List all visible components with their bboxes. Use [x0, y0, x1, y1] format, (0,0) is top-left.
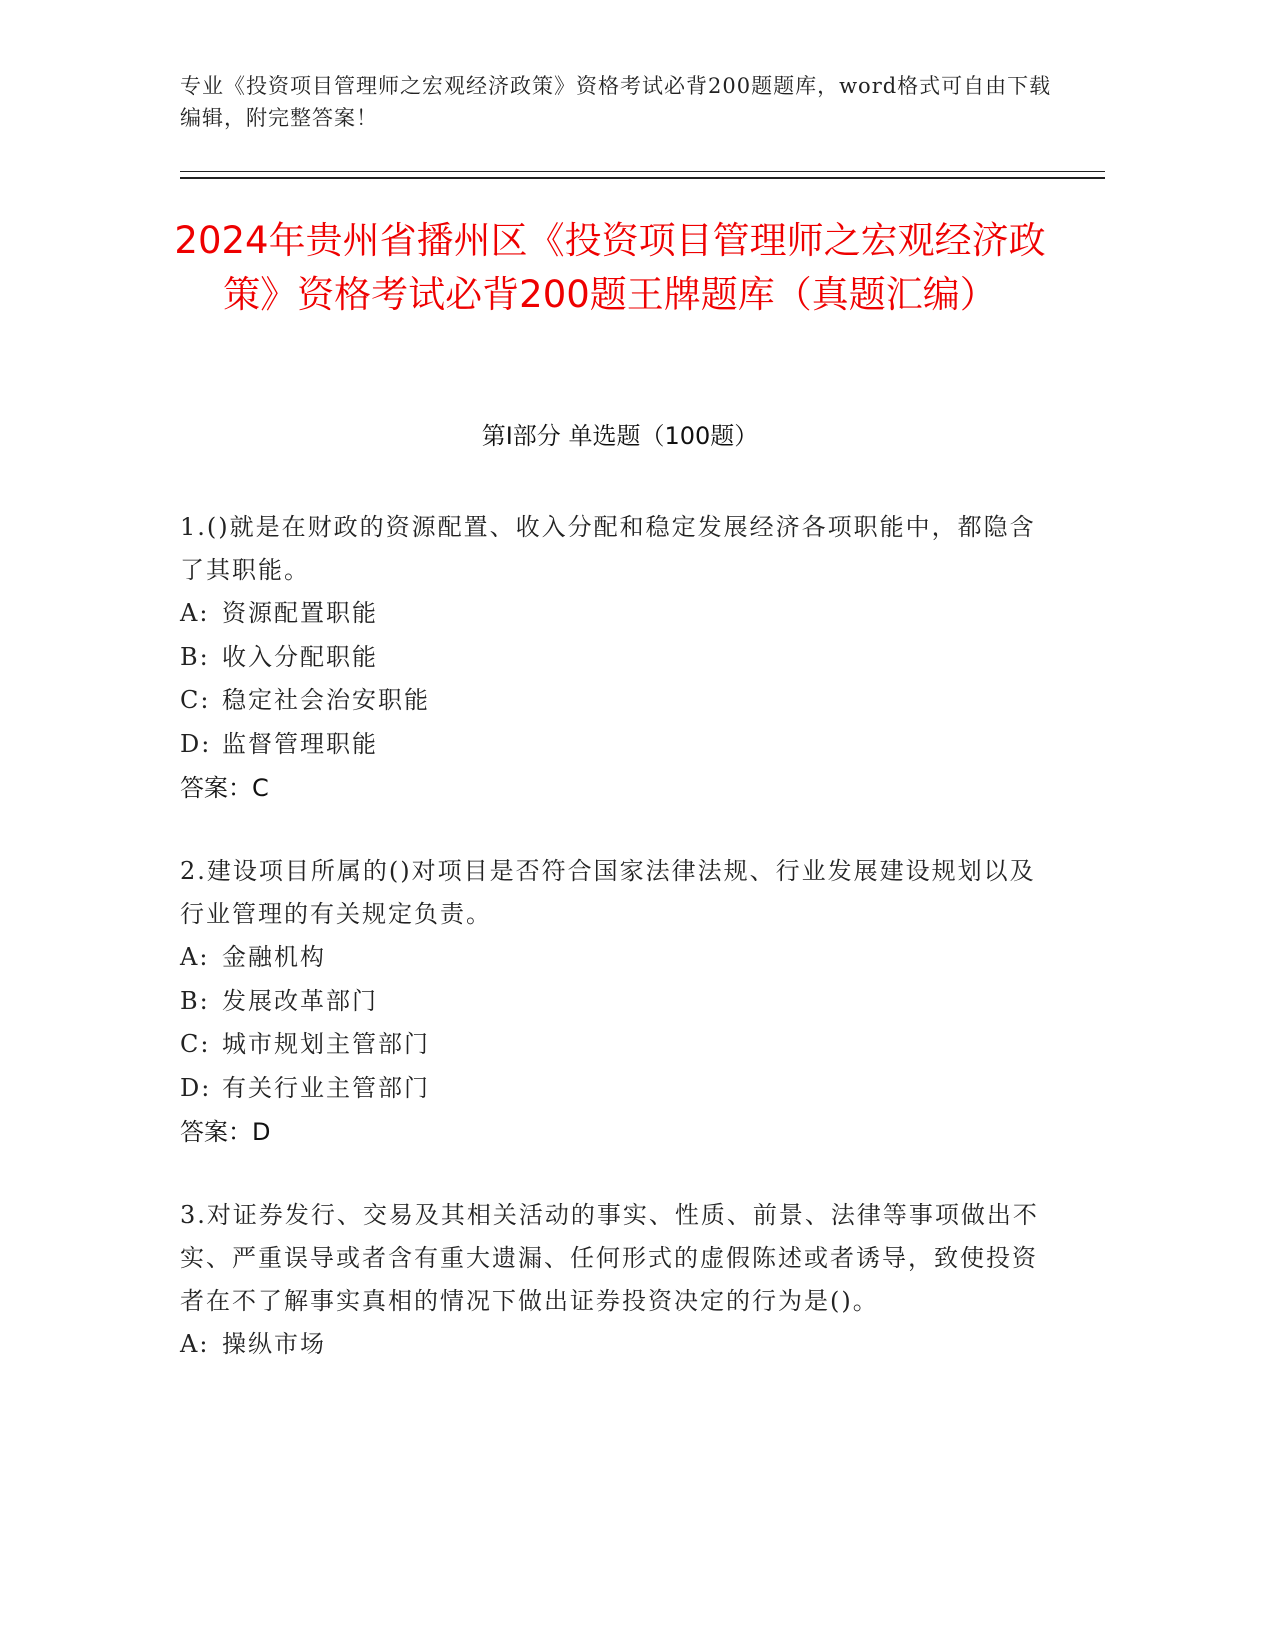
question-1 — [180, 506, 1040, 810]
option-b — [180, 980, 1040, 1024]
question-list — [180, 506, 1040, 1407]
option-text: 监督管理职能 — [222, 729, 378, 758]
option-text: 城市规划主管部门 — [222, 1030, 430, 1058]
document-title: 2024年贵州省播州区《投资项目管理师之宏观经济政策》资格考试必背200题王牌题库（真题汇编） — [174, 219, 1046, 316]
option-text: 有关行业主管部门 — [222, 1073, 430, 1102]
header-divider-top — [180, 171, 1105, 172]
option-text: 稳定社会治安职能 — [222, 686, 430, 714]
question-stem: 1.()就是在财政的资源配置、收入分配和稳定发展经济各项职能中，都隐含了其职能。 — [180, 513, 1036, 584]
option-letter: B: — [180, 642, 210, 671]
option-c — [180, 679, 1040, 723]
header-divider-bottom — [180, 177, 1105, 179]
intro-text: 专业《投资项目管理师之宏观经济政策》资格考试必背200题题库，word格式可自由下载编辑，附完整答案！ — [180, 74, 1052, 130]
question-3 — [180, 1194, 1040, 1367]
option-text: 操纵市场 — [222, 1330, 326, 1358]
option-c — [180, 1023, 1040, 1067]
section-heading: 第I部分 单选题（100题） — [481, 422, 759, 450]
answer-line: 答案：D — [180, 1118, 271, 1146]
option-letter: D: — [180, 729, 212, 758]
option-letter: C: — [180, 1030, 211, 1058]
option-letter: D: — [180, 1073, 212, 1102]
option-d — [180, 1067, 1040, 1111]
option-a — [180, 1323, 1040, 1367]
question-stem: 3.对证券发行、交易及其相关活动的事实、性质、前景、法律等事项做出不实、严重误导或者含有重大遗漏、任何形式的虚假陈述或者诱导，致使投资者在不了解事实真相的情况下做出证券投资决定的行为是()。 — [180, 1201, 1039, 1315]
option-text: 收入分配职能 — [222, 642, 378, 671]
option-letter: A: — [180, 599, 210, 627]
option-letter: C: — [180, 686, 211, 714]
option-text: 发展改革部门 — [222, 986, 378, 1015]
option-a — [180, 592, 1040, 636]
question-2 — [180, 850, 1040, 1154]
option-text: 金融机构 — [222, 943, 326, 971]
option-letter: B: — [180, 986, 210, 1015]
option-d — [180, 723, 1040, 767]
question-stem: 2.建设项目所属的()对项目是否符合国家法律法规、行业发展建设规划以及行业管理的有关规定负责。 — [180, 857, 1036, 928]
option-letter: A: — [180, 1330, 210, 1358]
option-b — [180, 636, 1040, 680]
answer-line: 答案：C — [180, 774, 269, 802]
option-text: 资源配置职能 — [222, 599, 378, 627]
option-letter: A: — [180, 943, 210, 971]
option-a — [180, 936, 1040, 980]
